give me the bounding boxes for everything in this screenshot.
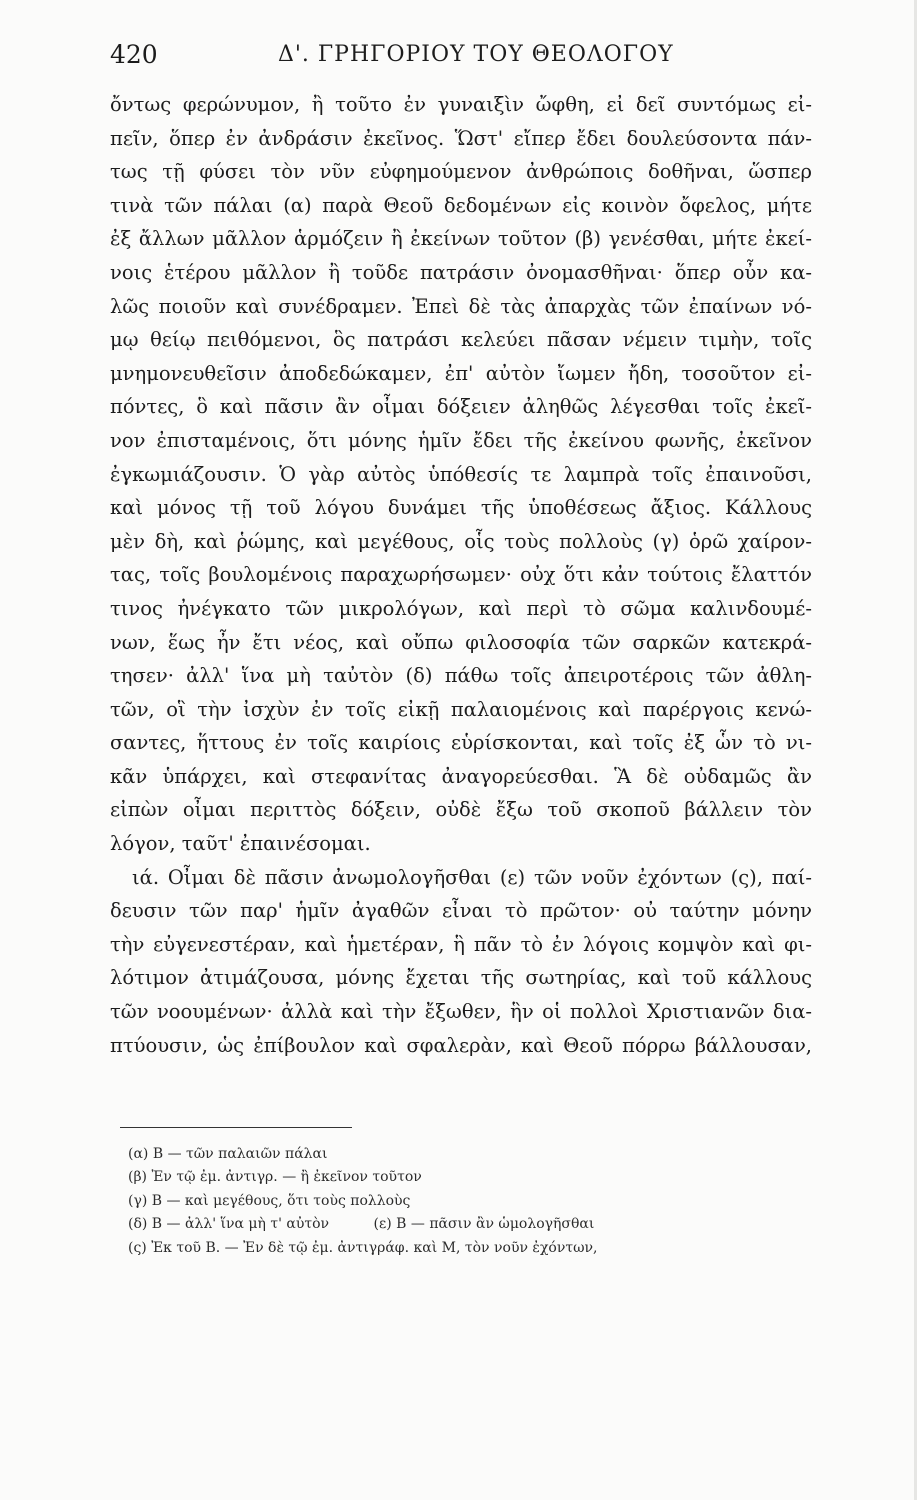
- footnote: (γ) B — καὶ μεγέθους, ὅτι τοὺς πολλοὺς: [128, 1192, 411, 1209]
- text-line: τῶν νοουμένων· ἀλλὰ καὶ τὴν ἔξωθεν, ἣν οἱ πολλοὶ Χριστιανῶν δια-: [110, 1000, 812, 1024]
- page-number: 420: [110, 40, 158, 69]
- text-line: μὲν δὴ, καὶ ῥώμης, καὶ μεγέθους, οἷς τοὺς πολλοὺς (γ) ὁρῶ χαίρον-: [110, 529, 812, 553]
- text-line: τησεν· ἀλλ' ἵνα μὴ ταὐτὸν (δ) πάθω τοῖς ἀπειροτέροις τῶν ἀθλη-: [110, 664, 812, 688]
- text-line: μῳ θείῳ πειθόμενοι, ὃς πατράσι κελεύει πᾶσαν νέμειν τιμὴν, τοῖς: [110, 328, 812, 352]
- text-line: τινὰ τῶν πάλαι (α) παρὰ Θεοῦ δεδομένων εἰς κοινὸν ὄφελος, μήτε: [110, 193, 812, 217]
- text-line: πεῖν, ὅπερ ἐν ἀνδράσιν ἐκεῖνος. Ὥστ' εἴπερ ἔδει δουλεύσοντα πάν-: [110, 126, 812, 150]
- footnote: (δ) B — ἀλλ' ἵνα μὴ τ' αὐτὸν (ε) B — πᾶσιν ἂν ὡμολογῆσθαι: [128, 1216, 595, 1233]
- text-line: εἰπὼν οἶμαι περιττὸς δόξειν, οὐδὲ ἔξω τοῦ σκοποῦ βάλλειν τὸν: [110, 798, 812, 822]
- text-line: τας, τοῖς βουλομένοις παραχωρήσωμεν· οὐχ ὅτι κἀν τούτοις ἔλαττόν: [110, 563, 812, 587]
- text-line: σαντες, ἥττους ἐν τοῖς καιρίοις εὑρίσκονται, καὶ τοῖς ἐξ ὧν τὸ νι-: [110, 731, 812, 755]
- text-line: λῶς ποιοῦν καὶ συνέδραμεν. Ἐπεὶ δὲ τὰς ἀπαρχὰς τῶν ἐπαίνων νό-: [110, 294, 812, 318]
- footnote: (ς) Ἐκ τοῦ B. — Ἐν δὲ τῷ ἐμ. ἀντιγράφ. καὶ M, τὸν νοῦν ἐχόντων,: [128, 1239, 598, 1256]
- text-line: νοις ἑτέρου μᾶλλον ἢ τοῦδε πατράσιν ὀνομασθῆναι· ὅπερ οὖν κα-: [110, 260, 812, 284]
- text-line: πτύουσιν, ὡς ἐπίβουλον καὶ σφαλερὰν, καὶ Θεοῦ πόρρω βάλλουσαν,: [110, 1033, 812, 1057]
- running-title: Δ'. ΓΡΗΓΟΡΙΟΥ ΤΟΥ ΘΕΟΛΟΓΟΥ: [278, 42, 674, 67]
- footnote-divider: [120, 1127, 352, 1128]
- text-line: ἐγκωμιάζουσιν. Ὁ γὰρ αὐτὸς ὑπόθεσίς τε λαμπρὰ τοῖς ἐπαινοῦσι,: [110, 462, 812, 486]
- text-line: τινος ἠνέγκατο τῶν μικρολόγων, καὶ περὶ τὸ σῶμα καλινδουμέ-: [110, 596, 812, 620]
- text-line: τὴν εὐγενεστέραν, καὶ ἡμετέραν, ἣ πᾶν τὸ ἐν λόγοις κομψὸν καὶ φι-: [110, 932, 812, 956]
- text-line: τῶν, οἳ τὴν ἰσχὺν ἐν τοῖς εἰκῇ παλαιομένοις καὶ παρέργοις κενώ-: [110, 697, 812, 721]
- text-line: καὶ μόνος τῇ τοῦ λόγου δυνάμει τῆς ὑποθέσεως ἄξιος. Κάλλους: [110, 496, 812, 520]
- text-line: λότιμον ἀτιμάζουσα, μόνης ἔχεται τῆς σωτηρίας, καὶ τοῦ κάλλους: [110, 966, 812, 990]
- section-start-line: ιά. Οἶμαι δὲ πᾶσιν ἀνωμολογῆσθαι (ε) τῶν νοῦν ἐχόντων (ς), παί-: [132, 865, 812, 889]
- text-line: ὄντως φερώνυμον, ἢ τοῦτο ἐν γυναιξὶν ὤφθη, εἰ δεῖ συντόμως εἰ-: [110, 93, 812, 116]
- text-line: μνημονευθεῖσιν ἀποδεδώκαμεν, ἐπ' αὐτὸν ἴωμεν ἤδη, τοσοῦτον εἰ-: [110, 361, 812, 385]
- text-line: δευσιν τῶν παρ' ἡμῖν ἀγαθῶν εἶναι τὸ πρῶτον· οὐ ταύτην μόνην: [110, 899, 812, 923]
- footnote: (β) Ἐν τῷ ἐμ. ἀντιγρ. — ἢ ἐκεῖνον τοῦτον: [128, 1169, 422, 1186]
- text-line: πόντες, ὃ καὶ πᾶσιν ἂν οἶμαι δόξειεν ἀληθῶς λέγεσθαι τοῖς ἐκεῖ-: [110, 395, 812, 419]
- text-line: νων, ἕως ἦν ἔτι νέος, καὶ οὔπω φιλοσοφία τῶν σαρκῶν κατεκρά-: [110, 630, 812, 654]
- footnote: (α) B — τῶν παλαιῶν πάλαι: [128, 1146, 328, 1162]
- text-line: ἐξ ἄλλων μᾶλλον ἁρμόζειν ἢ ἐκείνων τοῦτον (β) γενέσθαι, μήτε ἐκεί-: [110, 227, 812, 251]
- text-line: λόγον, ταῦτ' ἐπαινέσομαι.: [110, 832, 371, 856]
- text-line: νον ἐπισταμένοις, ὅτι μόνης ἡμῖν ἔδει τῆς ἐκείνου φωνῆς, ἐκεῖνον: [110, 428, 812, 452]
- footnotes: [128, 1143, 748, 1260]
- page-header: [110, 40, 810, 80]
- body-text: [110, 88, 812, 1062]
- text-line: τως τῇ φύσει τὸν νῦν εὐφημούμενον ἀνθρώποις δοθῆναι, ὥσπερ: [110, 160, 812, 184]
- text-line: κᾶν ὑπάρχει, καὶ στεφανίτας ἀναγορεύεσθαι. Ἃ δὲ οὐδαμῶς ἂν: [110, 764, 812, 788]
